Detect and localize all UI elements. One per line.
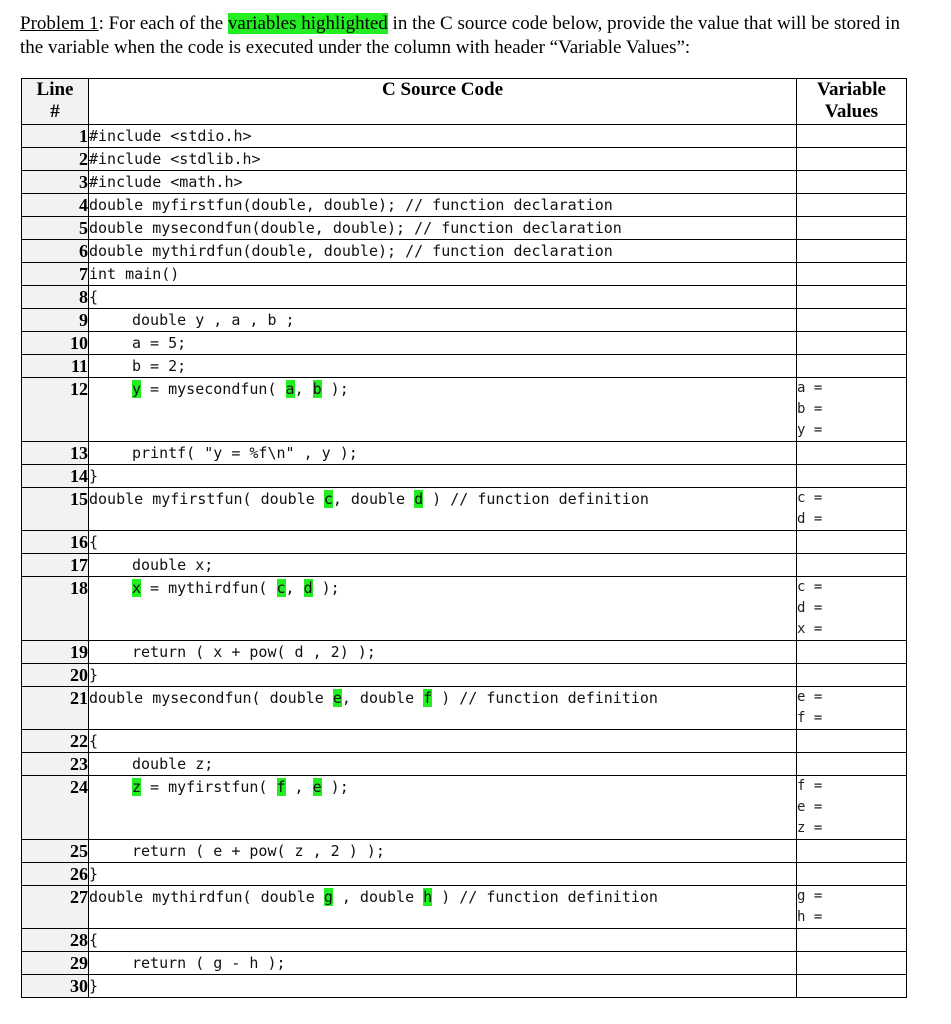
variable-value-label: b = — [797, 401, 823, 417]
problem-label: Problem 1 — [20, 13, 99, 34]
source-code-cell — [89, 886, 797, 929]
line-number: 26 — [22, 863, 89, 886]
variable-values-cell — [797, 148, 907, 171]
code-text: #include <stdlib.h> — [89, 150, 261, 168]
variable-value-label: c = — [797, 579, 823, 595]
variable-values-cell — [797, 332, 907, 355]
highlighted-variable: b — [312, 380, 322, 398]
variable-values-cell — [797, 840, 907, 863]
code-text: , double — [341, 689, 424, 707]
line-number: 14 — [22, 465, 89, 488]
highlighted-variable: f — [423, 689, 433, 707]
variable-value-label: a = — [797, 380, 823, 396]
code-text: ); — [312, 579, 340, 597]
code-text: } — [89, 865, 99, 883]
line-number: 11 — [22, 355, 89, 378]
highlighted-variable: x — [132, 579, 142, 597]
code-row — [22, 309, 907, 332]
source-code-cell — [89, 240, 797, 263]
variable-values-cell — [797, 554, 907, 577]
code-row — [22, 217, 907, 240]
header-line-number — [22, 79, 89, 125]
code-row — [22, 171, 907, 194]
line-number: 17 — [22, 554, 89, 577]
code-text: ); — [321, 778, 349, 796]
code-text: double myfirstfun(double, double); // function declaration — [89, 196, 613, 214]
code-row — [22, 641, 907, 664]
highlighted-variable: d — [303, 579, 313, 597]
code-row — [22, 577, 907, 641]
line-number: 18 — [22, 577, 89, 641]
source-code-cell — [89, 442, 797, 465]
variable-values-cell — [797, 171, 907, 194]
code-text: } — [89, 467, 99, 485]
variable-value-label: z = — [797, 820, 823, 836]
variable-values-cell — [797, 194, 907, 217]
highlighted-variable: e — [332, 689, 342, 707]
source-code-cell — [89, 840, 797, 863]
source-code-cell — [89, 171, 797, 194]
line-number: 29 — [22, 952, 89, 975]
header-source-code: C Source Code — [89, 79, 797, 125]
code-row — [22, 125, 907, 148]
code-text: return ( g - h ); — [132, 954, 286, 972]
variable-values-cell — [797, 863, 907, 886]
source-code-cell — [89, 776, 797, 840]
code-text: { — [89, 931, 99, 949]
code-row — [22, 730, 907, 753]
variable-values-cell — [797, 577, 907, 641]
code-row — [22, 240, 907, 263]
code-row — [22, 554, 907, 577]
variable-values-cell — [797, 286, 907, 309]
code-text: double z; — [132, 755, 214, 773]
line-number: 23 — [22, 753, 89, 776]
variable-value-label: e = — [797, 799, 823, 815]
variable-value-label: f = — [797, 778, 823, 794]
source-code-cell — [89, 664, 797, 687]
code-row — [22, 776, 907, 840]
header-variable-values — [797, 79, 907, 125]
source-code-cell — [89, 952, 797, 975]
code-text: = mythirdfun( — [141, 579, 277, 597]
variable-values-cell — [797, 488, 907, 531]
line-number: 24 — [22, 776, 89, 840]
code-text: = mysecondfun( — [141, 380, 286, 398]
problem-text-before: : For each of the — [98, 13, 228, 34]
highlighted-variable: h — [423, 888, 433, 906]
source-code-cell — [89, 975, 797, 998]
code-text: , — [285, 579, 304, 597]
header-line-label: Line — [36, 79, 74, 100]
code-text: , double — [332, 490, 415, 508]
highlighted-variable: c — [276, 579, 286, 597]
code-row — [22, 263, 907, 286]
source-code-cell — [89, 217, 797, 240]
source-code-cell — [89, 863, 797, 886]
variable-values-cell — [797, 730, 907, 753]
code-row — [22, 929, 907, 952]
variable-values-cell — [797, 975, 907, 998]
header-hash-label: # — [50, 101, 60, 122]
line-number: 9 — [22, 309, 89, 332]
code-text: , — [285, 778, 313, 796]
line-number: 16 — [22, 531, 89, 554]
problem-statement — [20, 12, 920, 60]
code-row — [22, 840, 907, 863]
line-number: 13 — [22, 442, 89, 465]
line-number: 3 — [22, 171, 89, 194]
code-row — [22, 952, 907, 975]
source-code-cell — [89, 332, 797, 355]
source-code-cell — [89, 309, 797, 332]
code-text: { — [89, 288, 99, 306]
code-text: } — [89, 977, 99, 995]
source-code-cell — [89, 554, 797, 577]
source-code-cell — [89, 730, 797, 753]
source-code-cell — [89, 929, 797, 952]
source-code-cell — [89, 753, 797, 776]
code-text: ) // function definition — [423, 490, 649, 508]
code-text: double myfirstfun( double — [89, 490, 324, 508]
variable-values-cell — [797, 753, 907, 776]
variable-value-label: g = — [797, 888, 823, 904]
variable-values-cell — [797, 309, 907, 332]
variable-values-cell — [797, 217, 907, 240]
variable-values-cell — [797, 263, 907, 286]
variable-values-cell — [797, 687, 907, 730]
code-text: return ( e + pow( z , 2 ) ); — [132, 842, 385, 860]
code-row — [22, 286, 907, 309]
highlighted-variable: e — [312, 778, 322, 796]
code-table — [21, 78, 907, 998]
line-number: 25 — [22, 840, 89, 863]
source-code-cell — [89, 125, 797, 148]
line-number: 4 — [22, 194, 89, 217]
variable-value-label: f = — [797, 710, 823, 726]
source-code-cell — [89, 687, 797, 730]
variable-values-cell — [797, 664, 907, 687]
code-row — [22, 194, 907, 217]
highlighted-variable: a — [285, 380, 295, 398]
highlighted-variable: z — [132, 778, 142, 796]
line-number: 22 — [22, 730, 89, 753]
code-text: double mysecondfun(double, double); // function declaration — [89, 219, 622, 237]
code-row — [22, 465, 907, 488]
highlighted-variable: c — [323, 490, 333, 508]
code-row — [22, 378, 907, 442]
code-text: double mythirdfun( double — [89, 888, 324, 906]
variable-value-label: y = — [797, 422, 823, 438]
variable-value-label: d = — [797, 511, 823, 527]
source-code-cell — [89, 531, 797, 554]
source-code-cell — [89, 641, 797, 664]
line-number: 30 — [22, 975, 89, 998]
variable-values-cell — [797, 952, 907, 975]
source-code-cell — [89, 194, 797, 217]
variable-values-cell — [797, 929, 907, 952]
code-row — [22, 488, 907, 531]
code-text: printf( "y = %f\n" , y ); — [132, 444, 358, 462]
variable-values-cell — [797, 776, 907, 840]
source-code-cell — [89, 355, 797, 378]
source-code-cell — [89, 465, 797, 488]
code-text: ); — [321, 380, 349, 398]
code-row — [22, 531, 907, 554]
source-code-cell — [89, 378, 797, 442]
line-number: 12 — [22, 378, 89, 442]
code-text: return ( x + pow( d , 2) ); — [132, 643, 376, 661]
code-text: ) // function definition — [432, 888, 658, 906]
source-code-cell — [89, 263, 797, 286]
header-row — [22, 79, 907, 125]
header-values-label-2: Values — [824, 101, 879, 122]
code-text: , — [294, 380, 313, 398]
line-number: 21 — [22, 687, 89, 730]
code-text: double mythirdfun(double, double); // function declaration — [89, 242, 613, 260]
variable-values-cell — [797, 641, 907, 664]
line-number: 15 — [22, 488, 89, 531]
variable-values-cell — [797, 886, 907, 929]
highlighted-variable: d — [414, 490, 424, 508]
source-code-cell — [89, 488, 797, 531]
source-code-cell — [89, 148, 797, 171]
code-text: int main() — [89, 265, 180, 283]
variable-values-cell — [797, 355, 907, 378]
code-text: a = 5; — [132, 334, 187, 352]
line-number: 19 — [22, 641, 89, 664]
variable-value-label: x = — [797, 621, 823, 637]
variable-values-cell — [797, 531, 907, 554]
line-number: 5 — [22, 217, 89, 240]
variable-values-cell — [797, 442, 907, 465]
line-number: 20 — [22, 664, 89, 687]
source-code-cell — [89, 286, 797, 309]
variable-values-cell — [797, 378, 907, 442]
variable-value-label: h = — [797, 909, 823, 925]
code-text: b = 2; — [132, 357, 187, 375]
highlighted-variable: f — [276, 778, 286, 796]
code-row — [22, 148, 907, 171]
variable-values-cell — [797, 240, 907, 263]
code-row — [22, 355, 907, 378]
code-text: { — [89, 732, 99, 750]
variable-values-cell — [797, 465, 907, 488]
code-row — [22, 753, 907, 776]
code-row — [22, 442, 907, 465]
code-text: #include <math.h> — [89, 173, 243, 191]
code-row — [22, 664, 907, 687]
header-values-label-1: Variable — [817, 79, 886, 100]
code-text: = myfirstfun( — [141, 778, 277, 796]
line-number: 1 — [22, 125, 89, 148]
highlighted-variable: y — [132, 380, 142, 398]
line-number: 27 — [22, 886, 89, 929]
code-row — [22, 975, 907, 998]
code-text: { — [89, 533, 99, 551]
code-table-body — [22, 125, 907, 998]
code-text: #include <stdio.h> — [89, 127, 252, 145]
code-text: ) // function definition — [432, 689, 658, 707]
code-text: , double — [332, 888, 424, 906]
line-number: 28 — [22, 929, 89, 952]
variable-value-label: c = — [797, 490, 823, 506]
line-number: 6 — [22, 240, 89, 263]
code-text: double mysecondfun( double — [89, 689, 333, 707]
code-row — [22, 687, 907, 730]
variable-value-label: e = — [797, 689, 823, 705]
problem-text-after: in the C source code below, provide the value that will be stored in the variable when the code is executed under the column with header “Variable Values”: — [20, 13, 900, 58]
code-text: } — [89, 666, 99, 684]
code-row — [22, 886, 907, 929]
line-number: 2 — [22, 148, 89, 171]
line-number: 10 — [22, 332, 89, 355]
variable-value-label: d = — [797, 600, 823, 616]
highlighted-variable: g — [323, 888, 333, 906]
line-number: 8 — [22, 286, 89, 309]
code-text: double y , a , b ; — [132, 311, 295, 329]
code-text: double x; — [132, 556, 214, 574]
line-number: 7 — [22, 263, 89, 286]
source-code-cell — [89, 577, 797, 641]
code-row — [22, 863, 907, 886]
variable-values-cell — [797, 125, 907, 148]
code-row — [22, 332, 907, 355]
problem-highlight: variables highlighted — [227, 13, 388, 34]
